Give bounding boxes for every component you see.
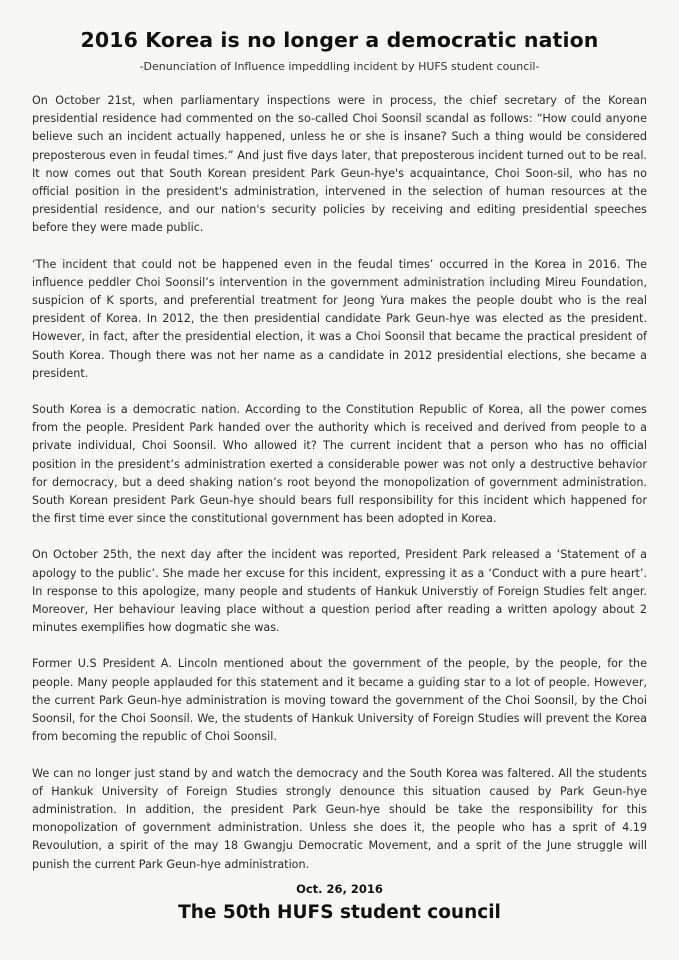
paragraph-4: On October 25th, the next day after the incident was reported, President Park released a ‘Statement of a apology to the public’. She made her excuse for this incident, expressing it as a ‘Conduct with a pure heart’. In response to this apologize, many people and students of Hankuk Universtiy of Foreign Studies felt anger. Moreover, Her behaviour leaving place without a question period after reading a written apology about 2 minutes exemplifies how dogmatic she was. — [32, 548, 647, 635]
document-subtitle: -Denunciation of Influence impeddling incident by HUFS student council- — [139, 60, 540, 73]
document-body — [32, 92, 647, 874]
document-title: 2016 Korea is no longer a democratic nation — [80, 28, 599, 52]
document-signature: The 50th HUFS student council — [178, 901, 501, 923]
paragraph-2: ‘The incident that could not be happened even in the feudal times’ occurred in the Korea in 2016. The influence peddler Choi Soonsil’s intervention in the government administration including Mireu Foundation, suspicion of K sports, and preferential treatment for Jeong Yura makes the people doubt who is the real president of Korea. In 2012, the then presidential candidate Park Geun-hye was elected as the president. However, in fact, after the presidential election, it was a Choi Soonsil that became the practical president of South Korea. Though there was not her name as a candidate in 2012 presidential elections, she became a president. — [32, 257, 647, 380]
document-date: Oct. 26, 2016 — [296, 881, 383, 896]
paragraph-6: We can no longer just stand by and watch the democracy and the South Korea was faltered. All the students of Hankuk University of Foreign Studies strongly denounce this situation caused by Park Geun-hye administration. In addition, the president Park Geun-hye should be take the responsibility for this monopolization of government administration. Unless she does it, the people who has a sprit of 4.19 Revoulution, a spirit of the may 18 Gwangju Democratic Movement, and a sprit of the June struggle will punish the current Park Geun-hye administration. — [32, 766, 647, 871]
paragraph-3: South Korea is a democratic nation. According to the Constitution Republic of Korea, all the power comes from the people. President Park handed over the authority which is received and derived from people to a private individual, Choi Soonsil. Who allowed it? The current incident that a person who has no official position in the president’s administration exerted a considerable power was not only a destructive behavior for democracy, but a deed shaking nation’s root beyond the monopolization of government administration. South Korean president Park Geun-hye should bears full responsibility for this incident which happened for the first time ever since the constitutional government has been adopted in Korea. — [32, 403, 647, 526]
paragraph-1: On October 21st, when parliamentary inspections were in process, the chief secretary of the Korean presidential residence had commented on the so-called Choi Soonsil scandal as follows: “How could anyone believe such an incident actually happened, unless he or she is insane? Such a thing would be considered preposterous even in feudal times.” And just five days later, that preposterous incident turned out to be real. It now comes out that South Korean president Park Geun-hye's acquaintance, Choi Soon-sil, who has no official position in the president's administration, intervened in the selection of human resources at the presidential residence, and our nation's security policies by receiving and editing presidential speeches before they were made public. — [32, 94, 647, 235]
paragraph-5: Former U.S President A. Lincoln mentioned about the government of the people, by the people, for the people. Many people applauded for this statement and it became a guiding star to a lot of people. However, the current Park Geun-hye administration is moving toward the government of the Choi Soonsil, by the Choi Soonsil, for the Choi Soonsil. We, the students of Hankuk University of Foreign Studies will prevent the Korea from becoming the republic of Choi Soonsil. — [32, 657, 647, 744]
